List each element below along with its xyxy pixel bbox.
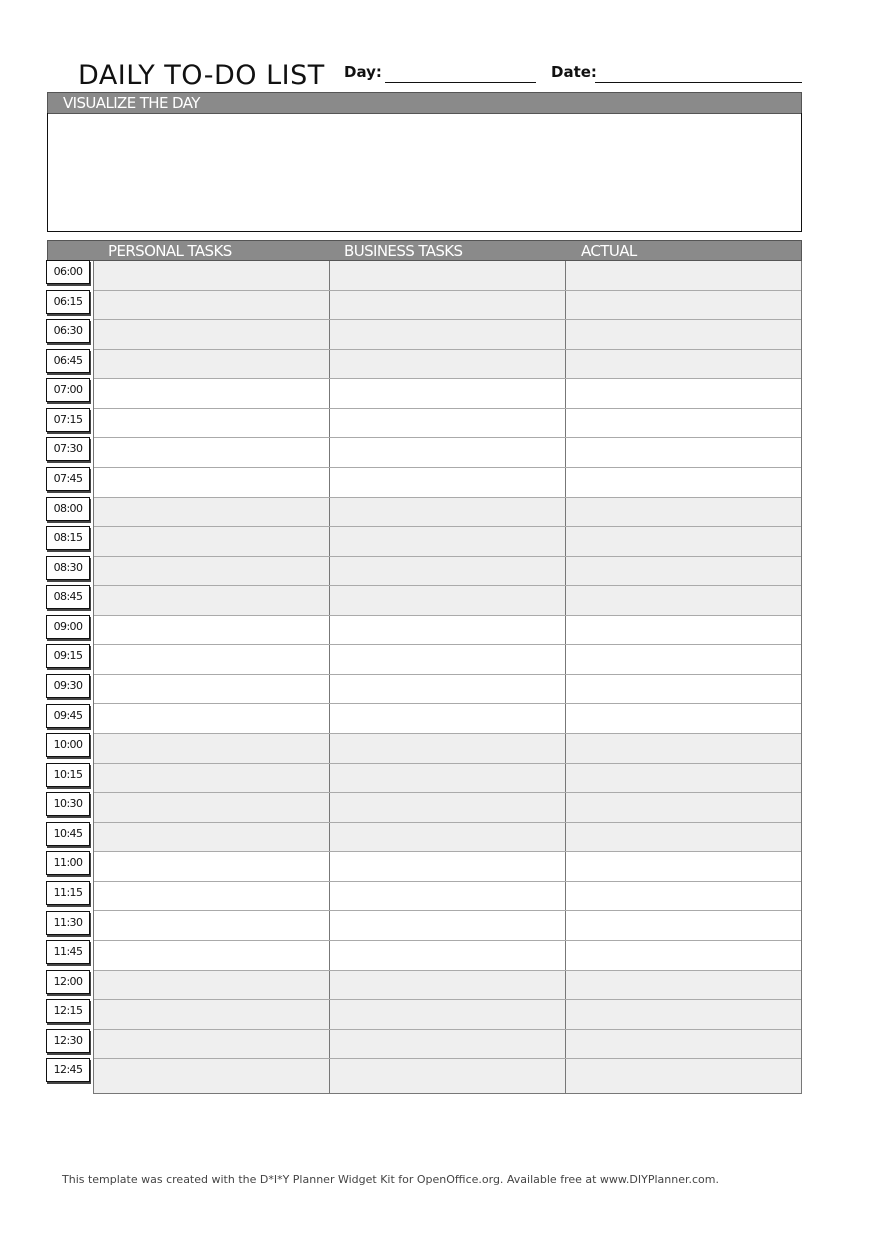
table-row: [94, 409, 801, 439]
task-cell-business[interactable]: [330, 1059, 566, 1093]
task-cell-actual[interactable]: [566, 527, 801, 556]
task-cell-business[interactable]: [330, 793, 566, 822]
task-cell-personal[interactable]: [94, 586, 330, 615]
date-label: Date:: [551, 63, 597, 81]
visualize-area[interactable]: [47, 113, 802, 232]
table-row: [94, 823, 801, 853]
task-cell-business[interactable]: [330, 882, 566, 911]
table-row: [94, 379, 801, 409]
task-cell-business[interactable]: [330, 379, 566, 408]
table-row: [94, 291, 801, 321]
time-slot-label: 09:00: [46, 615, 90, 639]
time-slot-label: 09:15: [46, 644, 90, 668]
task-cell-actual[interactable]: [566, 675, 801, 704]
table-row: [94, 557, 801, 587]
table-row: [94, 468, 801, 498]
task-cell-actual[interactable]: [566, 852, 801, 881]
task-cell-actual[interactable]: [566, 586, 801, 615]
time-slot-label: 08:45: [46, 585, 90, 609]
task-cell-business[interactable]: [330, 616, 566, 645]
task-cell-personal[interactable]: [94, 1000, 330, 1029]
task-cell-personal[interactable]: [94, 764, 330, 793]
task-cell-business[interactable]: [330, 941, 566, 970]
time-slot-label: 06:45: [46, 349, 90, 373]
table-row: [94, 616, 801, 646]
task-cell-actual[interactable]: [566, 498, 801, 527]
task-cell-actual[interactable]: [566, 379, 801, 408]
task-cell-personal[interactable]: [94, 1059, 330, 1093]
task-cell-personal[interactable]: [94, 498, 330, 527]
date-field[interactable]: [595, 82, 802, 83]
table-row: [94, 498, 801, 528]
time-slot-label: 10:45: [46, 822, 90, 846]
task-cell-business[interactable]: [330, 291, 566, 320]
table-row: [94, 764, 801, 794]
visualize-heading: VISUALIZE THE DAY: [63, 94, 200, 112]
table-row: [94, 527, 801, 557]
table-row: [94, 586, 801, 616]
task-cell-actual[interactable]: [566, 409, 801, 438]
table-row: [94, 704, 801, 734]
task-cell-business[interactable]: [330, 320, 566, 349]
task-cell-business[interactable]: [330, 468, 566, 497]
time-slot-label: 06:00: [46, 260, 90, 284]
time-slot-label: 12:15: [46, 999, 90, 1023]
time-slot-label: 08:30: [46, 556, 90, 580]
task-cell-business[interactable]: [330, 586, 566, 615]
table-row: [94, 941, 801, 971]
table-row: [94, 645, 801, 675]
time-slot-label: 10:30: [46, 792, 90, 816]
task-cell-business[interactable]: [330, 852, 566, 881]
task-cell-personal[interactable]: [94, 793, 330, 822]
task-cell-personal[interactable]: [94, 468, 330, 497]
time-slot-label: 06:15: [46, 290, 90, 314]
task-cell-business[interactable]: [330, 438, 566, 467]
task-cell-business[interactable]: [330, 911, 566, 940]
time-slot-label: 07:15: [46, 408, 90, 432]
task-cell-personal[interactable]: [94, 941, 330, 970]
task-cell-actual[interactable]: [566, 882, 801, 911]
task-cell-actual[interactable]: [566, 764, 801, 793]
column-header-business: BUSINESS TASKS: [344, 242, 463, 260]
task-cell-business[interactable]: [330, 704, 566, 733]
task-cell-personal[interactable]: [94, 261, 330, 290]
table-row: [94, 438, 801, 468]
task-cell-personal[interactable]: [94, 557, 330, 586]
task-cell-personal[interactable]: [94, 379, 330, 408]
table-row: [94, 675, 801, 705]
task-cell-personal[interactable]: [94, 527, 330, 556]
time-slot-label: 12:45: [46, 1058, 90, 1082]
footer-note: This template was created with the D*I*Y Planner Widget Kit for OpenOffice.org. Available free at www.DIYPlanner.com.: [62, 1173, 719, 1186]
task-cell-personal[interactable]: [94, 291, 330, 320]
table-row: [94, 971, 801, 1001]
task-cell-personal[interactable]: [94, 438, 330, 467]
table-row: [94, 320, 801, 350]
page-title: DAILY TO-DO LIST: [78, 60, 325, 91]
task-cell-actual[interactable]: [566, 557, 801, 586]
task-cell-business[interactable]: [330, 350, 566, 379]
task-cell-actual[interactable]: [566, 616, 801, 645]
table-row: [94, 911, 801, 941]
table-row: [94, 793, 801, 823]
task-cell-personal[interactable]: [94, 1030, 330, 1059]
task-cell-personal[interactable]: [94, 971, 330, 1000]
time-slot-label: 07:00: [46, 378, 90, 402]
task-cell-personal[interactable]: [94, 704, 330, 733]
task-cell-actual[interactable]: [566, 1000, 801, 1029]
time-slot-label: 11:15: [46, 881, 90, 905]
task-cell-personal[interactable]: [94, 675, 330, 704]
task-cell-actual[interactable]: [566, 438, 801, 467]
column-header-actual: ACTUAL: [581, 242, 637, 260]
table-row: [94, 1000, 801, 1030]
task-cell-actual[interactable]: [566, 1059, 801, 1093]
task-cell-personal[interactable]: [94, 911, 330, 940]
task-cell-actual[interactable]: [566, 971, 801, 1000]
task-cell-actual[interactable]: [566, 704, 801, 733]
table-row: [94, 261, 801, 291]
task-cell-personal[interactable]: [94, 882, 330, 911]
task-cell-actual[interactable]: [566, 350, 801, 379]
table-row: [94, 1059, 801, 1093]
task-cell-actual[interactable]: [566, 261, 801, 290]
time-slot-label: 06:30: [46, 319, 90, 343]
task-cell-personal[interactable]: [94, 852, 330, 881]
task-cell-business[interactable]: [330, 261, 566, 290]
task-cell-personal[interactable]: [94, 823, 330, 852]
table-row: [94, 882, 801, 912]
task-cell-business[interactable]: [330, 1030, 566, 1059]
task-cell-business[interactable]: [330, 734, 566, 763]
table-row: [94, 350, 801, 380]
time-slot-label: 08:15: [46, 526, 90, 550]
day-field[interactable]: [385, 82, 536, 83]
task-cell-business[interactable]: [330, 764, 566, 793]
time-slot-label: 08:00: [46, 497, 90, 521]
task-cell-business[interactable]: [330, 645, 566, 674]
task-cell-actual[interactable]: [566, 320, 801, 349]
task-cell-business[interactable]: [330, 557, 566, 586]
task-cell-actual[interactable]: [566, 823, 801, 852]
tasks-header: [47, 240, 802, 261]
task-cell-business[interactable]: [330, 971, 566, 1000]
task-cell-actual[interactable]: [566, 941, 801, 970]
task-cell-business[interactable]: [330, 527, 566, 556]
time-slot-label: 11:30: [46, 911, 90, 935]
table-row: [94, 852, 801, 882]
table-row: [94, 734, 801, 764]
task-cell-personal[interactable]: [94, 320, 330, 349]
task-cell-personal[interactable]: [94, 409, 330, 438]
task-cell-business[interactable]: [330, 498, 566, 527]
time-slot-label: 11:45: [46, 940, 90, 964]
task-cell-business[interactable]: [330, 1000, 566, 1029]
time-slot-label: 10:15: [46, 763, 90, 787]
task-cell-personal[interactable]: [94, 734, 330, 763]
tasks-grid: [93, 261, 802, 1094]
visualize-header: [47, 92, 802, 114]
task-cell-actual[interactable]: [566, 911, 801, 940]
task-cell-personal[interactable]: [94, 645, 330, 674]
task-cell-business[interactable]: [330, 409, 566, 438]
task-cell-actual[interactable]: [566, 645, 801, 674]
column-header-personal: PERSONAL TASKS: [108, 242, 232, 260]
day-label: Day:: [344, 63, 382, 81]
task-cell-actual[interactable]: [566, 734, 801, 763]
time-slot-label: 09:45: [46, 704, 90, 728]
time-slot-label: 12:30: [46, 1029, 90, 1053]
time-slot-label: 11:00: [46, 851, 90, 875]
time-slot-label: 12:00: [46, 970, 90, 994]
time-slot-label: 10:00: [46, 733, 90, 757]
task-cell-personal[interactable]: [94, 616, 330, 645]
task-cell-actual[interactable]: [566, 793, 801, 822]
task-cell-actual[interactable]: [566, 1030, 801, 1059]
time-slot-label: 07:30: [46, 437, 90, 461]
task-cell-actual[interactable]: [566, 291, 801, 320]
task-cell-business[interactable]: [330, 675, 566, 704]
task-cell-personal[interactable]: [94, 350, 330, 379]
table-row: [94, 1030, 801, 1060]
time-slot-label: 07:45: [46, 467, 90, 491]
task-cell-actual[interactable]: [566, 468, 801, 497]
time-slot-label: 09:30: [46, 674, 90, 698]
task-cell-business[interactable]: [330, 823, 566, 852]
